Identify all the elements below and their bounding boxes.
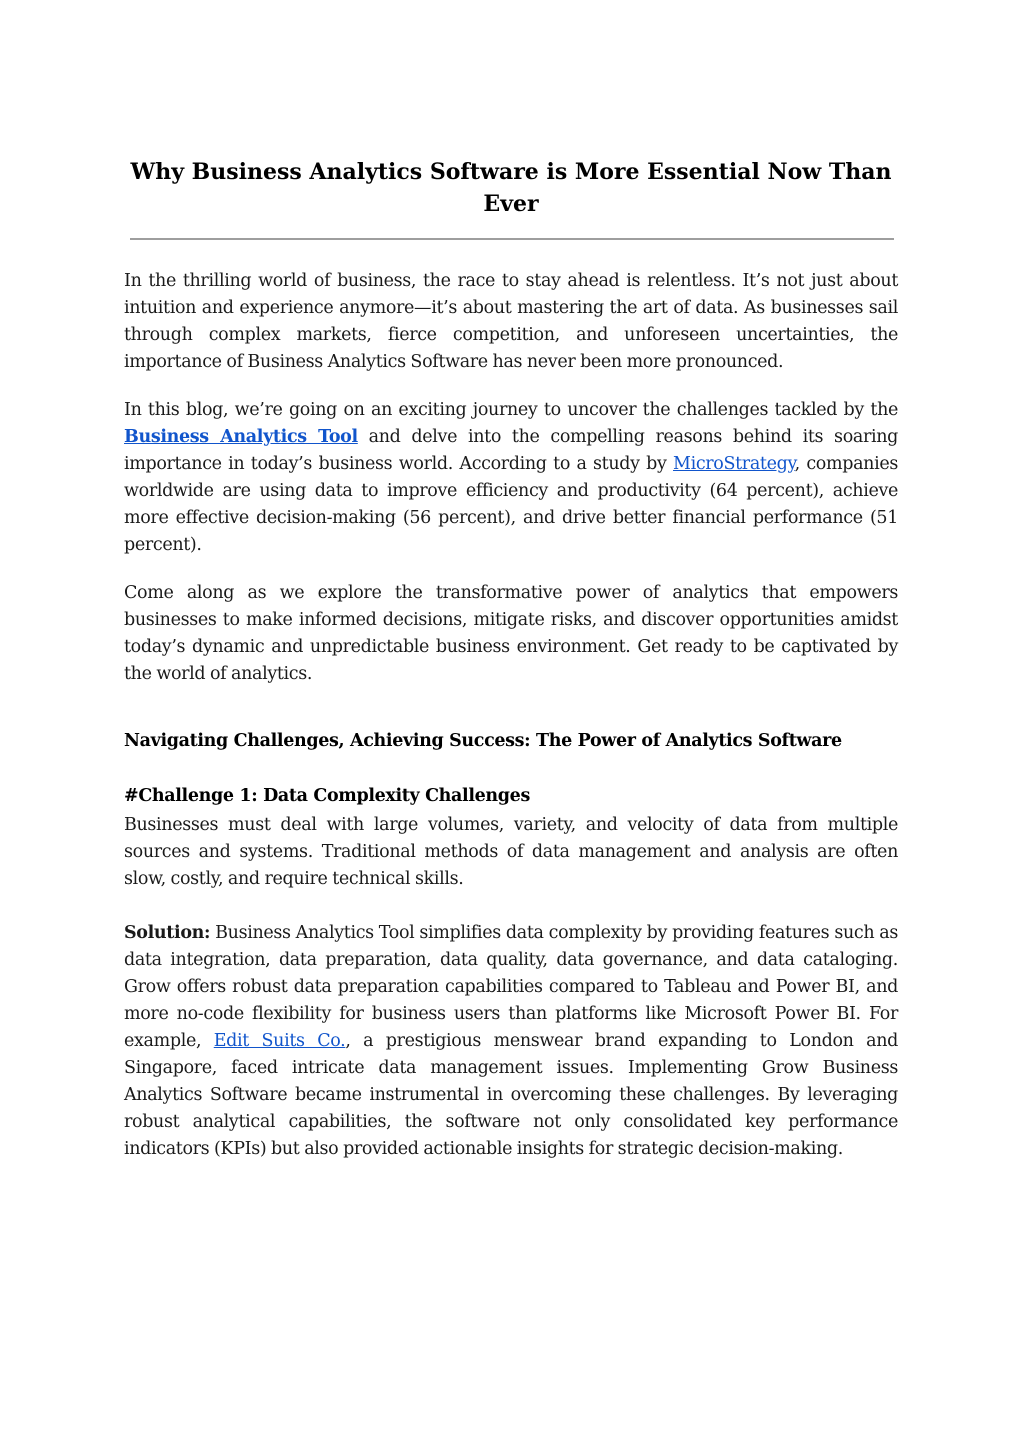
microstrategy-link[interactable]: MicroStrategy — [673, 454, 795, 474]
solution-paragraph — [124, 920, 898, 1163]
paragraph-text: , a prestigious menswear brand expanding to London and Singapore, faced intricate data management issues. Implementing Grow Business Analytics Software became instrumental in overcoming these challenges. By leveraging robust analytical capabilities, the software not only consolidated key performance indicators (KPIs) but also provided actionable insights for strategic decision-making. — [124, 1031, 898, 1159]
paragraph-text: and delve into the compelling reasons behind its soaring importance in today’s business world. According to a study by — [124, 427, 898, 474]
solution-label: Solution: — [124, 923, 211, 943]
title-divider — [130, 238, 894, 240]
blog-intro-paragraph — [124, 397, 898, 559]
explore-paragraph: Come along as we explore the transformative power of analytics that empowers businesses to make informed decisions, mitigate risks, and discover opportunities amidst today’s dynamic and unpredictable business environment. Get ready to be captivated by the world of analytics. — [124, 583, 898, 684]
section-heading: Navigating Challenges, Achieving Success: The Power of Analytics Software — [124, 731, 842, 751]
paragraph-text: , companies worldwide are using data to improve efficiency and productivity (64 percent), achieve more effective decision-making (56 percent), and drive better financial performance (51 percent). — [124, 454, 898, 555]
intro-paragraph: In the thrilling world of business, the race to stay ahead is relentless. It’s not just about intuition and experience anymore—it’s about mastering the art of data. As businesses sail through complex markets, fierce competition, and unforeseen uncertainties, the importance of Business Analytics Software has never been more pronounced. — [124, 271, 898, 372]
challenge-1-heading: #Challenge 1: Data Complexity Challenges — [124, 786, 530, 806]
challenge-1-text: Businesses must deal with large volumes, variety, and velocity of data from multiple sources and systems. Traditional methods of data management and analysis are often slow, costly, and require technical skills. — [124, 815, 898, 889]
paragraph-text: Business Analytics Tool simplifies data complexity by providing features such as data integration, data preparation, data quality, data governance, and data cataloging. Grow offers robust data preparation capabilities compared to Tableau and Power BI, and more no-code flexibility for business users than platforms like Microsoft Power BI. For example, — [124, 923, 898, 1051]
edit-suits-link[interactable]: Edit Suits Co. — [213, 1031, 346, 1051]
paragraph-text: In this blog, we’re going on an exciting journey to uncover the challenges tackled by the — [124, 400, 898, 420]
document-page — [124, 156, 898, 1163]
business-analytics-tool-link[interactable]: Business Analytics Tool — [124, 427, 358, 447]
document-title: Why Business Analytics Software is More Essential Now Than Ever — [130, 159, 892, 217]
